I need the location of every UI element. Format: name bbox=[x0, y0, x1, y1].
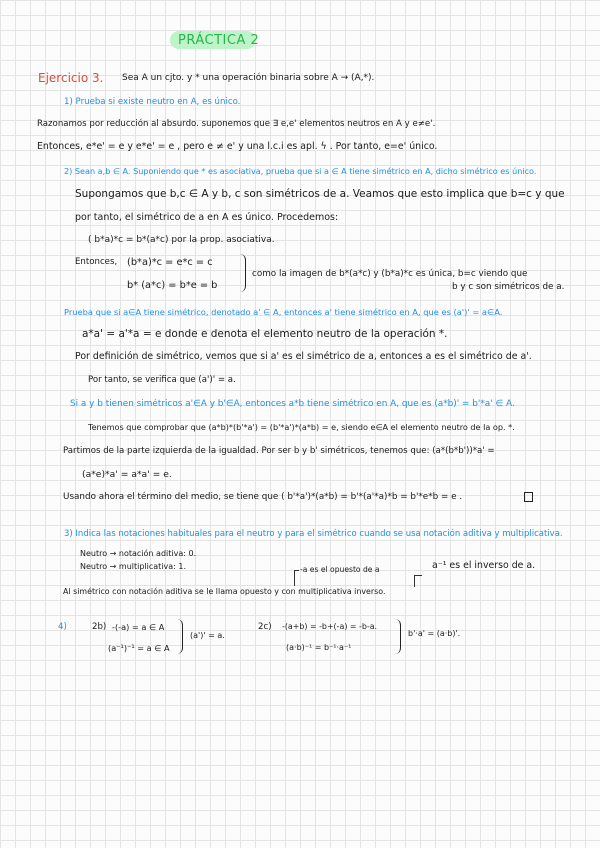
annotation-arrow bbox=[294, 570, 295, 586]
part6-eq-2c-2: (a·b)⁻¹ = b⁻¹·a⁻¹ bbox=[286, 643, 352, 652]
exercise-statement: Sea A un cjto. y * una operación binaria sobre A → (A,*). bbox=[122, 73, 375, 83]
part4-line3: (a*e)*a' = a*a' = e. bbox=[82, 469, 172, 480]
part4-line2: Partimos de la parte izquierda de la igualdad. Por ser b y b' simétricos, tenemos que: (a*(b*b'))*a' = bbox=[63, 446, 495, 456]
part3-line2: Por definición de simétrico, vemos que si a' es el simétrico de a, entonces a es el simétrico de a'. bbox=[75, 351, 532, 362]
page-title: PRÁCTICA 2 bbox=[178, 33, 260, 48]
part5-note2: Neutro → multiplicativa: 1. bbox=[80, 562, 187, 571]
part5-note3: Al simétrico con notación aditiva se le llama opuesto y con multiplicativa inverso. bbox=[63, 587, 386, 596]
brace bbox=[176, 619, 183, 654]
qed-box bbox=[524, 492, 533, 502]
part3-line1: a*a' = a'*a = e donde e denota el elemento neutro de la operación *. bbox=[82, 328, 448, 340]
part2-line3: ( b*a)*c = b*(a*c) por la prop. asociativa. bbox=[88, 235, 275, 245]
part4-prompt: Si a y b tienen simétricos a'∈A y b'∈A, entonces a*b tiene simétrico en A, que es (a*b)' = b'*a' ∈ A. bbox=[70, 399, 515, 409]
part5-annotation-inverso: a⁻¹ es el inverso de a. bbox=[432, 560, 536, 571]
part2-line1: Supongamos que b,c ∈ A y b, c son simétricos de a. Veamos que esto implica que b=c y que bbox=[75, 188, 565, 200]
part6-result-2b: (a')' = a. bbox=[190, 631, 225, 640]
part5-note1: Neutro → notación aditiva: 0. bbox=[80, 549, 197, 558]
part2-line4-intro: Entonces, bbox=[75, 257, 118, 267]
part2-prompt: 2) Sean a,b ∈ A. Suponiendo que * es asociativa, prueba que si a ∈ A tiene simétrico en A, dicho simétrico es único. bbox=[64, 166, 537, 176]
part2-line5-eq: b* (a*c) = b*e = b bbox=[127, 280, 218, 291]
part2-line5-conclusion: b y c son simétricos de a. bbox=[452, 282, 565, 292]
part6-number: 4) bbox=[58, 622, 67, 632]
part1-line2: Entonces, e*e' = e y e*e' = e , pero e ≠ e' y una l.c.i es apl. ϟ . Por tanto, e=e' único. bbox=[37, 141, 438, 152]
part2-line2: por tanto, el simétrico de a en A es único. Procedemos: bbox=[75, 212, 339, 223]
part1-line1: Razonamos por reducción al absurdo. suponemos que ∃ e,e' elementos neutros en A y e≠e'. bbox=[37, 119, 436, 129]
part6-eq-2c-1: -(a+b) = -b+(-a) = -b-a. bbox=[282, 622, 378, 631]
part4-line4: Usando ahora el término del medio, se tiene que ( b'*a')*(a*b) = b'*(a'*a)*b = b'*e*b = e . bbox=[63, 492, 463, 502]
part3-line3: Por tanto, se verifica que (a')' = a. bbox=[88, 375, 236, 385]
annotation-arrow-2-head bbox=[414, 575, 422, 576]
part6-label-2b: 2b) bbox=[92, 622, 107, 632]
part6-result-2c: b'·a' = (a·b)'. bbox=[408, 629, 461, 638]
part5-prompt: 3) Indica las notaciones habituales para el neutro y para el simétrico cuando se usa notación aditiva y multiplicativa. bbox=[64, 529, 563, 539]
part6-label-2c: 2c) bbox=[258, 622, 272, 632]
part1-prompt: 1) Prueba si existe neutro en A, es único. bbox=[64, 97, 241, 107]
brace bbox=[239, 254, 246, 292]
brace bbox=[394, 619, 401, 654]
part5-annotation-opuesto: -a es el opuesto de a bbox=[300, 565, 380, 574]
exercise-label: Ejercicio 3. bbox=[38, 71, 104, 85]
part3-prompt: Prueba que si a∈A tiene simétrico, denotado a' ∈ A, entonces a' tiene simétrico en A, que es (a')' = a∈A. bbox=[64, 307, 503, 317]
part4-line1: Tenemos que comprobar que (a*b)*(b'*a') = (b'*a')*(a*b) = e, siendo e∈A el elemento neutro de la op. *. bbox=[88, 422, 515, 432]
part2-line4-conclusion: como la imagen de b*(a*c) y (b*a)*c es única, b=c viendo que bbox=[252, 269, 528, 279]
part6-eq-2b-2: (a⁻¹)⁻¹ = a ∈ A bbox=[108, 643, 170, 653]
part6-eq-2b-1: -(-a) = a ∈ A bbox=[112, 622, 165, 632]
annotation-arrow-2 bbox=[414, 575, 415, 587]
part2-line4-eq: (b*a)*c = e*c = c bbox=[127, 257, 213, 268]
